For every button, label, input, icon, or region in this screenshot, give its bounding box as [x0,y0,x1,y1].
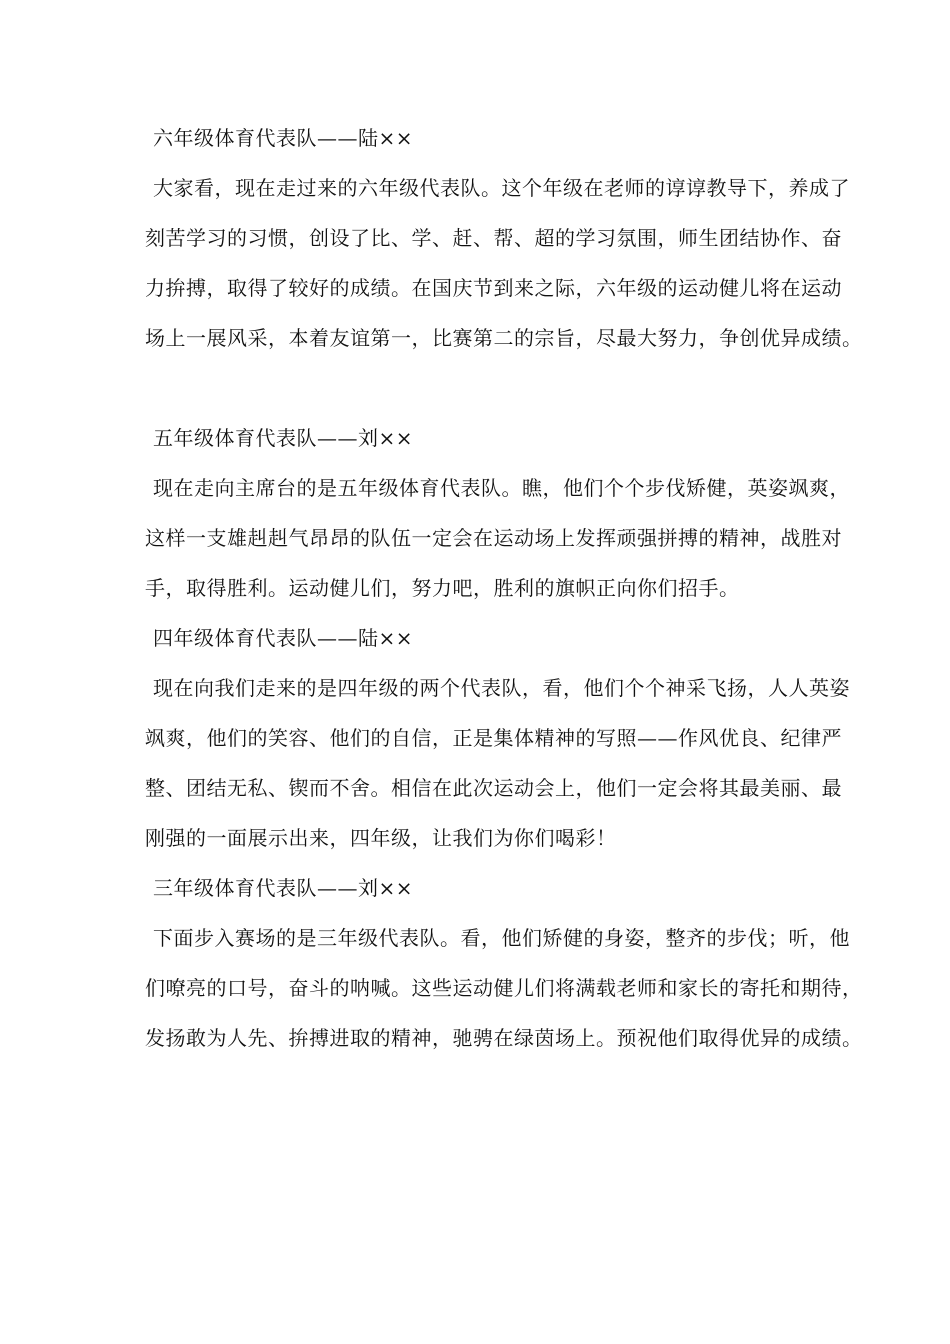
paragraph-line: 发扬敢为人先、拚搏进取的精神，驰骋在绿茵场上。预祝他们取得优异的成绩。 [145,1026,863,1050]
paragraph-line: 们嘹亮的口号，奋斗的呐喊。这些运动健儿们将满载老师和家长的寄托和期待， [145,976,863,1000]
paragraph-line: 场上一展风采，本着友谊第一，比赛第二的宗旨，尽最大努力，争创优异成绩。 [145,326,863,350]
paragraph-line: 下面步入赛场的是三年级代表队。看，他们矫健的身姿，整齐的步伐；听，他 [153,926,850,950]
section-heading: 六年级体育代表队——陆×× [153,126,414,150]
paragraph-line: 现在向我们走来的是四年级的两个代表队，看，他们个个神采飞扬，人人英姿 [153,676,850,700]
paragraph-line: 力拚搏，取得了较好的成绩。在国庆节到来之际，六年级的运动健儿将在运动 [145,276,842,300]
section-heading: 三年级体育代表队——刘×× [153,876,414,900]
paragraph-line: 飒爽，他们的笑容、他们的自信，正是集体精神的写照——作风优良、纪律严 [145,726,842,750]
paragraph-line: 整、团结无私、锲而不舍。相信在此次运动会上，他们一定会将其最美丽、最 [145,776,842,800]
paragraph-line: 刻苦学习的习惯，创设了比、学、赶、帮、超的学习氛围，师生团结协作、奋 [145,226,842,250]
paragraph-line: 现在走向主席台的是五年级体育代表队。瞧，他们个个步伐矫健，英姿飒爽， [153,476,850,500]
paragraph-line: 手，取得胜利。运动健儿们，努力吧，胜利的旗帜正向你们招手。 [145,576,740,600]
paragraph-line: 这样一支雄赳赳气昂昂的队伍一定会在运动场上发挥顽强拼搏的精神，战胜对 [145,526,842,550]
section-heading: 五年级体育代表队——刘×× [153,426,414,450]
paragraph-line: 大家看，现在走过来的六年级代表队。这个年级在老师的谆谆教导下，养成了 [153,176,850,200]
paragraph-line: 刚强的一面展示出来，四年级，让我们为你们喝彩！ [145,826,617,850]
section-heading: 四年级体育代表队——陆×× [153,626,414,650]
